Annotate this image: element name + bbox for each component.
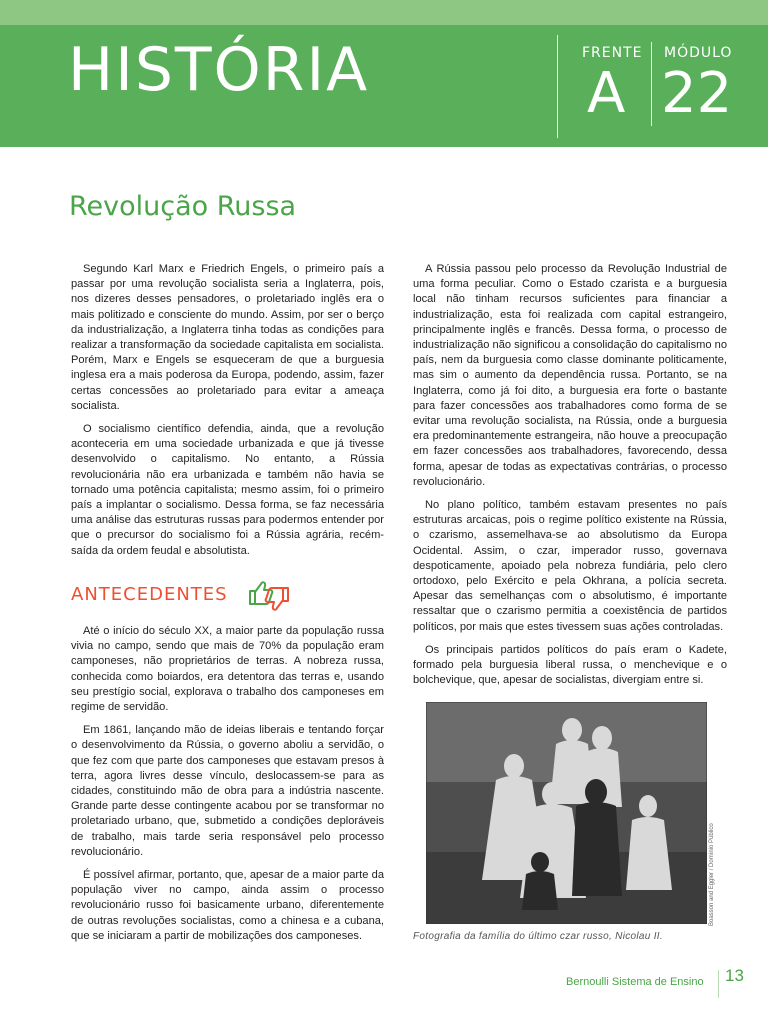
right-column-text (413, 262, 727, 696)
page-title: Revolução Russa (69, 191, 297, 222)
paragraph: Os principais partidos políticos do país eram o Kadete, formado pela burguesia liberal russa, o menchevique e o bolchevique, que, apesar de socialistas, divergiam entre si. (413, 643, 727, 687)
photo-credit (704, 808, 716, 928)
frente-label: FRENTE (582, 45, 643, 61)
thumbs-up-down-icon (246, 578, 292, 612)
footer-publisher: Bernoulli Sistema de Ensino (566, 976, 704, 988)
paragraph: O socialismo científico defendia, ainda, que a revolução aconteceria em uma sociedade urbanizada e que já tivesse desenvolvido o capitalismo. No entanto, a Rússia revolucionária não era urbanizada e também não havia se tornado uma potência capitalista; mesmo assim, foi o primeiro país a implantar o socialismo. Dessa forma, se faz necessária uma análise das estruturas russas para podermos entender por que o precursor do socialismo foi a Rússia agrária, recém-saída da ordem feudal e absolutista. (71, 423, 384, 557)
section-heading: ANTECEDENTES (71, 584, 228, 605)
antecedentes-text (71, 624, 384, 952)
header-divider (557, 35, 558, 138)
modulo-value: 22 (661, 61, 733, 126)
paragraph: No plano político, também estavam presentes no país estruturas arcaicas, pois o regime político existente na Rússia, o czarismo, assemelhava-se ao absolutismo da Europa Ocidental. Assim, o czar, imperador russo, governava despoticamente, apoiado pela nobreza fundiária, pelo clero ortodoxo, pelo Exército e pela Okhrana, a polícia secreta. Apesar das semelhanças com o absolutismo, é importante ressaltar que o czarismo permitia a coexistência de partidos políticos, por mais que estes tivessem suas ações controladas. (413, 499, 727, 633)
footer-divider (718, 970, 719, 998)
page-number: 13 (725, 966, 744, 985)
frente-value: A (587, 61, 626, 126)
subject-title: HISTÓRIA (68, 35, 370, 105)
photo-caption: Fotografia da família do último czar russo, Nicolau II. (413, 931, 663, 942)
photo-credit-text: Boasson and Eggler / Domínio Público (709, 823, 715, 926)
modulo-label: MÓDULO (664, 45, 733, 61)
tsar-family-photo (426, 702, 707, 924)
header-divider (651, 42, 652, 126)
paragraph: Em 1861, lançando mão de ideias liberais e tentando forçar o desenvolvimento da Rússia, o governo aboliu a servidão, o que fez com que parte dos camponeses que estavam presos à terra, agora livres desse vínculo, deslocassem-se para as cidades, constituindo mão de obra para a indústria nascente. Grande parte desse contingente acabou por se transformar no proletariado urbano, que, submetido a condições deploráveis de trabalho, mais tarde seria responsável pelo processo revolucionário. (71, 724, 384, 858)
top-strip (0, 0, 768, 25)
paragraph: A Rússia passou pelo processo da Revolução Industrial de uma forma peculiar. Como o Estado czarista e a burguesia local não tinham recursos suficientes para financiar a industrialização, esta foi realizada com capital estrangeiro, principalmente inglês e francês. Dessa forma, o processo de industrialização não significou a consolidação do capitalismo no país, nem da burguesia como classe dominante politicamente, mas sim o aumento da dependência russa. Portanto, se na Inglaterra, como já foi dito, a burguesia era forte o bastante para fazer concessões aos trabalhadores como forma de se evitar uma revolução socialista, na Rússia, onde a burguesia era predominantemente estrangeira, não houve a preocupação em fazer concessões aos trabalhadores, favorecendo, dessa forma, apesar de todas as expectativas contrárias, o processo revolucionário. (413, 263, 727, 488)
paragraph: Até o início do século XX, a maior parte da população russa vivia no campo, sendo que mais de 70% da população eram camponeses, não proprietários de terras. A nobreza russa, conhecida como boiardos, era detentora das terras e, usando seu prestígio social, explorava o trabalho dos camponeses em regime de servidão. (71, 625, 384, 714)
paragraph: Segundo Karl Marx e Friedrich Engels, o primeiro país a passar por uma revolução socialista seria a Inglaterra, pois, nos dizeres desses pensadores, o proletariado inglês era o mais politizado e consciente do mundo. Assim, por ser o berço da industrialização, a Inglaterra tinha todas as condições para realizar a transformação da sociedade capitalista em socialista. Porém, Marx e Engels se esqueceram de que a burguesia inglesa era a mais poderosa da Europa, podendo, assim, fazer certas concessões ao proletariado para evitar a ameaça socialista. (71, 263, 384, 412)
left-intro-text (71, 262, 384, 567)
paragraph: É possível afirmar, portanto, que, apesar de a maior parte da população viver no campo, ainda assim o processo revolucionário russo foi basicamente urbano, diferentemente de outras revoluções socialistas, como a chinesa e a cubana, que se iniciaram a partir de mobilizações dos camponeses. (71, 869, 384, 942)
